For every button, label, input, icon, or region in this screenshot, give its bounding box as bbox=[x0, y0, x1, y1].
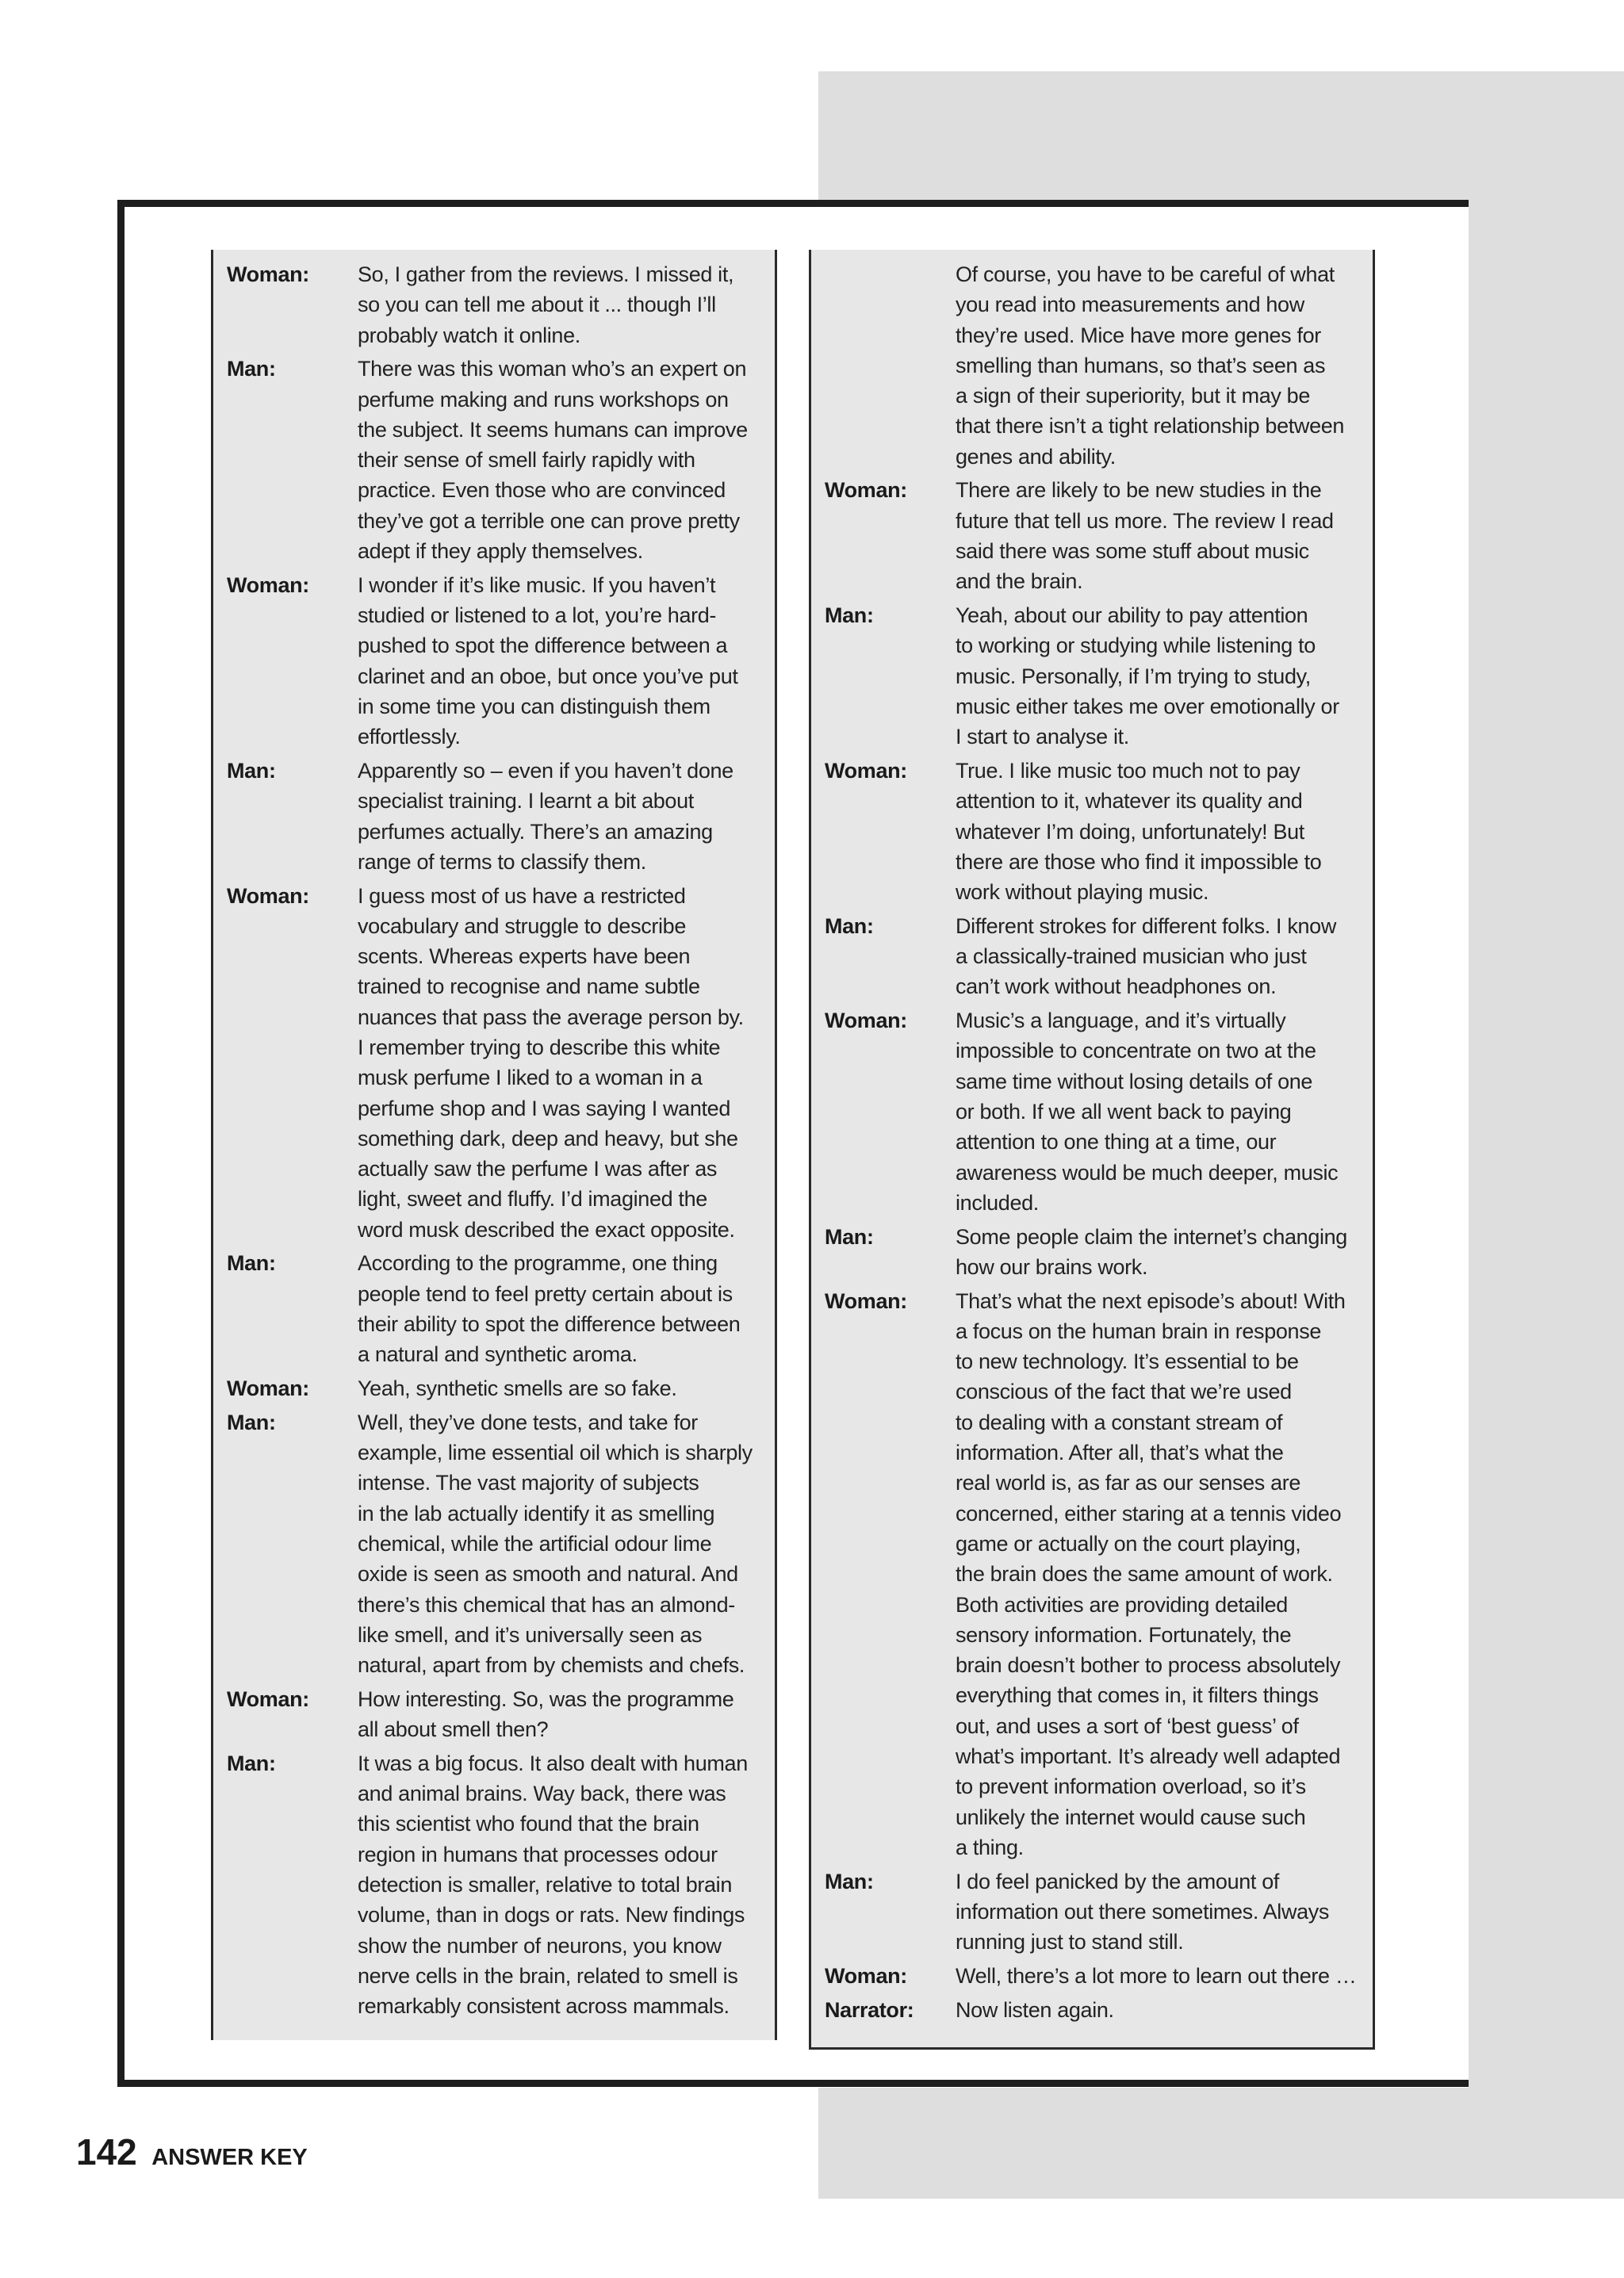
dialogue-text: to dealing with a constant stream of bbox=[956, 1410, 1283, 1434]
transcript-line bbox=[825, 1407, 1363, 1438]
transcript-line bbox=[825, 1832, 1363, 1863]
speaker-label: Woman: bbox=[227, 262, 309, 286]
speaker-label: Man: bbox=[825, 913, 874, 938]
transcript-line bbox=[227, 320, 765, 350]
transcript-line bbox=[825, 1066, 1363, 1097]
speaker-label: Woman: bbox=[227, 1376, 309, 1401]
dialogue-text: out, and uses a sort of ‘best guess’ of bbox=[956, 1713, 1299, 1738]
transcript-line bbox=[825, 1897, 1363, 1927]
transcript-line bbox=[227, 1184, 765, 1214]
dialogue-text: True. I like music too much not to pay bbox=[956, 758, 1300, 783]
speaker-label: Woman: bbox=[825, 478, 907, 503]
dialogue-text: attention to one thing at a time, our bbox=[956, 1130, 1277, 1154]
transcript-line bbox=[825, 691, 1363, 722]
dialogue-text: can’t work without headphones on. bbox=[956, 974, 1277, 999]
dialogue-text: sensory information. Fortunately, the bbox=[956, 1622, 1292, 1647]
transcript-line bbox=[825, 566, 1363, 596]
dialogue-text: region in humans that processes odour bbox=[358, 1842, 718, 1866]
transcript-line bbox=[227, 1154, 765, 1184]
dialogue-text: volume, than in dogs or rats. New findings bbox=[358, 1903, 745, 1928]
dialogue-text: to working or studying while listening to bbox=[956, 634, 1316, 658]
transcript-line bbox=[227, 661, 765, 691]
transcript-line bbox=[227, 1714, 765, 1744]
dialogue-text: adept if they apply themselves. bbox=[358, 539, 643, 564]
transcript-line bbox=[825, 1316, 1363, 1346]
dialogue-text: musk perfume I liked to a woman in a bbox=[358, 1066, 703, 1090]
dialogue-text: a sign of their superiority, but it may be bbox=[956, 384, 1311, 408]
transcript-line bbox=[825, 442, 1363, 472]
dialogue-text: this scientist who found that the brain bbox=[358, 1812, 699, 1836]
transcript-line bbox=[227, 630, 765, 660]
dialogue-text: Different strokes for different folks. I know bbox=[956, 913, 1336, 938]
speaker-label: Woman: bbox=[227, 1686, 309, 1711]
transcript-line bbox=[227, 756, 765, 786]
transcript-line bbox=[825, 1127, 1363, 1157]
dialogue-text: There was this woman who’s an expert on bbox=[358, 357, 747, 381]
transcript-line bbox=[825, 756, 1363, 786]
transcript-line bbox=[825, 1252, 1363, 1282]
dialogue-text: they’ve got a terrible one can prove pretty bbox=[358, 508, 740, 533]
dialogue-text: Music’s a language, and it’s virtually bbox=[956, 1009, 1286, 1033]
dialogue-text: perfumes actually. There’s an amazing bbox=[358, 819, 713, 844]
transcript-lines-right bbox=[825, 259, 1363, 2025]
dialogue-text: detection is smaller, relative to total brain bbox=[358, 1872, 732, 1897]
section-label: ANSWER KEY bbox=[151, 2145, 308, 2170]
transcript-line bbox=[825, 1438, 1363, 1468]
transcript-column-right bbox=[809, 250, 1375, 2050]
transcript-line bbox=[825, 1961, 1363, 1991]
dialogue-text: According to the programme, one thing bbox=[358, 1251, 718, 1276]
transcript-line bbox=[825, 1741, 1363, 1771]
dialogue-text: studied or listened to a lot, you’re hard- bbox=[358, 603, 717, 628]
transcript-lines-left bbox=[227, 259, 765, 2021]
transcript-line bbox=[825, 1376, 1363, 1407]
dialogue-text: natural, apart from by chemists and chefs. bbox=[358, 1653, 745, 1678]
speaker-label: Man: bbox=[227, 357, 276, 381]
speaker-label: Woman: bbox=[227, 883, 309, 908]
dialogue-text: information out there sometimes. Always bbox=[956, 1899, 1330, 1924]
transcript-line bbox=[825, 1650, 1363, 1680]
dialogue-text: word musk described the exact opposite. bbox=[358, 1217, 735, 1242]
speaker-label: Man: bbox=[825, 603, 874, 628]
transcript-line bbox=[227, 475, 765, 505]
transcript-line bbox=[227, 570, 765, 600]
dialogue-text: show the number of neurons, you know bbox=[358, 1933, 722, 1958]
transcript-line bbox=[227, 1468, 765, 1498]
dialogue-text: trained to recognise and name subtle bbox=[358, 974, 700, 999]
dialogue-text: their sense of smell fairly rapidly with bbox=[358, 448, 695, 473]
dialogue-text: and the brain. bbox=[956, 569, 1083, 594]
dialogue-text: clarinet and an oboe, but once you’ve put bbox=[358, 664, 738, 688]
transcript-line bbox=[825, 1036, 1363, 1066]
dialogue-text: It was a big focus. It also dealt with human bbox=[358, 1751, 748, 1775]
dialogue-text: actually saw the perfume I was after as bbox=[358, 1157, 718, 1181]
dialogue-text: awareness would be much deeper, music bbox=[956, 1160, 1339, 1185]
dialogue-text: I do feel panicked by the amount of bbox=[956, 1869, 1280, 1893]
dialogue-text: light, sweet and fluffy. I’d imagined the bbox=[358, 1187, 707, 1212]
dialogue-text: what’s important. It’s already well adapted bbox=[956, 1744, 1341, 1768]
transcript-line bbox=[825, 1529, 1363, 1559]
transcript-line bbox=[825, 971, 1363, 1001]
transcript-line bbox=[227, 1339, 765, 1369]
transcript-line bbox=[227, 1961, 765, 1991]
transcript-line bbox=[227, 1748, 765, 1778]
dialogue-text: Well, they’ve done tests, and take for bbox=[358, 1410, 698, 1434]
dialogue-text: a thing. bbox=[956, 1835, 1024, 1859]
speaker-label: Narrator: bbox=[825, 1997, 914, 2022]
dialogue-text: the subject. It seems humans can improve bbox=[358, 417, 748, 442]
dialogue-text: perfume making and runs workshops on bbox=[358, 387, 729, 412]
transcript-line bbox=[227, 1093, 765, 1124]
dialogue-text: to new technology. It’s essential to be bbox=[956, 1350, 1299, 1374]
dialogue-text: brain doesn’t bother to process absolutely bbox=[956, 1653, 1341, 1678]
transcript-line bbox=[227, 971, 765, 1001]
transcript-line bbox=[825, 475, 1363, 505]
dialogue-text: and animal brains. Way back, there was bbox=[358, 1782, 726, 1806]
transcript-line bbox=[227, 817, 765, 847]
transcript-line bbox=[825, 1559, 1363, 1589]
transcript-line bbox=[227, 506, 765, 536]
transcript-line bbox=[227, 1309, 765, 1339]
dialogue-text: their ability to spot the difference between bbox=[358, 1312, 741, 1337]
dialogue-text: something dark, deep and heavy, but she bbox=[358, 1126, 738, 1150]
transcript-line bbox=[227, 1590, 765, 1620]
dialogue-text: smelling than humans, so that’s seen as bbox=[956, 353, 1326, 377]
transcript-line bbox=[825, 320, 1363, 350]
dialogue-text: a natural and synthetic aroma. bbox=[358, 1342, 638, 1367]
transcript-line bbox=[825, 1590, 1363, 1620]
dialogue-text: whatever I’m doing, unfortunately! But bbox=[956, 819, 1304, 844]
transcript-line bbox=[227, 1032, 765, 1062]
transcript-line bbox=[825, 259, 1363, 289]
transcript-line bbox=[825, 1995, 1363, 2025]
transcript-line bbox=[227, 1499, 765, 1529]
dialogue-text: in some time you can distinguish them bbox=[358, 694, 710, 718]
transcript-line bbox=[227, 354, 765, 384]
dialogue-text: specialist training. I learnt a bit about bbox=[358, 789, 694, 814]
transcript-line bbox=[227, 1062, 765, 1093]
dialogue-text: running just to stand still. bbox=[956, 1930, 1184, 1954]
transcript-line bbox=[227, 1650, 765, 1680]
dialogue-text: practice. Even those who are convinced bbox=[358, 478, 726, 503]
page-footer bbox=[76, 2131, 308, 2178]
transcript-line bbox=[825, 1286, 1363, 1316]
dialogue-text: Both activities are providing detailed bbox=[956, 1592, 1288, 1617]
dialogue-text: So, I gather from the reviews. I missed it, bbox=[358, 262, 734, 286]
transcript-line bbox=[227, 1991, 765, 2021]
dialogue-text: Yeah, synthetic smells are so fake. bbox=[358, 1376, 677, 1401]
dialogue-text: to prevent information overload, so it’s bbox=[956, 1775, 1306, 1799]
transcript-line bbox=[825, 1346, 1363, 1376]
dialogue-text: music either takes me over emotionally or bbox=[956, 694, 1339, 718]
transcript-line bbox=[825, 847, 1363, 877]
background-panel-right bbox=[1469, 198, 1624, 2089]
transcript-line bbox=[825, 1866, 1363, 1897]
transcript-line bbox=[825, 1188, 1363, 1218]
transcript-line bbox=[227, 259, 765, 289]
dialogue-text: or both. If we all went back to paying bbox=[956, 1099, 1292, 1124]
transcript-line bbox=[825, 1927, 1363, 1957]
dialogue-text: Apparently so – even if you haven’t done bbox=[358, 758, 733, 783]
dialogue-text: nerve cells in the brain, related to smell is bbox=[358, 1963, 738, 1988]
transcript-line bbox=[227, 786, 765, 816]
transcript-line bbox=[227, 1809, 765, 1839]
dialogue-text: everything that comes in, it filters things bbox=[956, 1683, 1319, 1708]
speaker-label: Man: bbox=[227, 758, 276, 783]
transcript-line bbox=[825, 411, 1363, 441]
transcript-line bbox=[825, 911, 1363, 941]
dialogue-text: work without playing music. bbox=[956, 880, 1209, 905]
transcript-line bbox=[825, 600, 1363, 630]
dialogue-text: they’re used. Mice have more genes for bbox=[956, 323, 1321, 347]
dialogue-text: in the lab actually identify it as smelling bbox=[358, 1501, 715, 1526]
dialogue-text: I wonder if it’s like music. If you haven’t bbox=[358, 572, 716, 597]
dialogue-text: information. After all, that’s what the bbox=[956, 1441, 1284, 1465]
transcript-line bbox=[825, 630, 1363, 660]
dialogue-text: so you can tell me about it ... though I’ll bbox=[358, 293, 716, 317]
dialogue-text: people tend to feel pretty certain about is bbox=[358, 1281, 733, 1306]
dialogue-text: Yeah, about our ability to pay attention bbox=[956, 603, 1308, 628]
transcript-line bbox=[227, 289, 765, 320]
dialogue-text: there are those who find it impossible to bbox=[956, 849, 1322, 874]
transcript-line bbox=[825, 381, 1363, 411]
transcript-line bbox=[227, 1620, 765, 1650]
transcript-line bbox=[227, 1438, 765, 1468]
transcript-line bbox=[227, 722, 765, 752]
transcript-line bbox=[227, 1870, 765, 1900]
dialogue-text: said there was some stuff about music bbox=[956, 539, 1309, 564]
dialogue-text: included. bbox=[956, 1190, 1039, 1215]
dialogue-text: you read into measurements and how bbox=[956, 293, 1304, 317]
transcript-column-left bbox=[211, 250, 777, 2040]
transcript-line bbox=[227, 1373, 765, 1403]
transcript-line bbox=[227, 691, 765, 722]
transcript-line bbox=[825, 786, 1363, 816]
dialogue-text: all about smell then? bbox=[358, 1717, 549, 1742]
transcript-line bbox=[227, 1900, 765, 1930]
background-panel-top bbox=[818, 71, 1624, 202]
dialogue-text: Well, there’s a lot more to learn out there … bbox=[956, 1963, 1357, 1988]
speaker-label: Man: bbox=[227, 1751, 276, 1775]
dialogue-text: There are likely to be new studies in the bbox=[956, 478, 1322, 503]
transcript-line bbox=[227, 1778, 765, 1809]
transcript-line bbox=[825, 289, 1363, 320]
transcript-line bbox=[227, 1559, 765, 1589]
transcript-line bbox=[825, 1158, 1363, 1188]
dialogue-text: attention to it, whatever its quality and bbox=[956, 789, 1303, 814]
dialogue-text: I guess most of us have a restricted bbox=[358, 883, 686, 908]
dialogue-text: how our brains work. bbox=[956, 1254, 1148, 1279]
background-panel-bottom bbox=[818, 2088, 1624, 2199]
dialogue-text: that there isn’t a tight relationship between bbox=[956, 414, 1345, 438]
transcript-line bbox=[227, 847, 765, 877]
dialogue-text: Of course, you have to be careful of what bbox=[956, 262, 1335, 286]
speaker-label: Woman: bbox=[825, 1009, 907, 1033]
dialogue-text: there’s this chemical that has an almond- bbox=[358, 1592, 735, 1617]
transcript-line bbox=[825, 941, 1363, 971]
dialogue-text: concerned, either staring at a tennis video bbox=[956, 1501, 1342, 1526]
speaker-label: Woman: bbox=[825, 1288, 907, 1313]
transcript-line bbox=[227, 1248, 765, 1278]
speaker-label: Woman: bbox=[825, 1963, 907, 1988]
transcript-line bbox=[227, 1684, 765, 1714]
dialogue-text: genes and ability. bbox=[956, 444, 1116, 469]
transcript-line bbox=[825, 1680, 1363, 1710]
dialogue-text: vocabulary and struggle to describe bbox=[358, 913, 687, 938]
dialogue-text: oxide is seen as smooth and natural. And bbox=[358, 1562, 738, 1587]
dialogue-text: I start to analyse it. bbox=[956, 725, 1129, 749]
dialogue-text: a focus on the human brain in response bbox=[956, 1319, 1322, 1343]
transcript-line bbox=[825, 722, 1363, 752]
transcript-line bbox=[825, 1620, 1363, 1650]
dialogue-text: impossible to concentrate on two at the bbox=[956, 1039, 1316, 1063]
transcript-line bbox=[227, 1529, 765, 1559]
dialogue-text: chemical, while the artificial odour lime bbox=[358, 1531, 712, 1556]
dialogue-text: That’s what the next episode’s about! With bbox=[956, 1288, 1346, 1313]
transcript-line bbox=[825, 1802, 1363, 1832]
dialogue-text: Now listen again. bbox=[956, 1997, 1114, 2022]
transcript-line bbox=[825, 661, 1363, 691]
dialogue-text: effortlessly. bbox=[358, 725, 461, 749]
transcript-line bbox=[825, 536, 1363, 566]
transcript-line bbox=[227, 1407, 765, 1438]
transcript-line bbox=[825, 817, 1363, 847]
transcript-line bbox=[227, 1840, 765, 1870]
transcript-line bbox=[825, 1222, 1363, 1252]
transcript-line bbox=[227, 385, 765, 415]
transcript-line bbox=[825, 1711, 1363, 1741]
dialogue-text: the brain does the same amount of work. bbox=[956, 1562, 1333, 1587]
dialogue-text: real world is, as far as our senses are bbox=[956, 1471, 1301, 1495]
dialogue-text: remarkably consistent across mammals. bbox=[358, 1994, 730, 2019]
transcript-line bbox=[227, 1215, 765, 1245]
dialogue-text: unlikely the internet would cause such bbox=[956, 1805, 1306, 1829]
transcript-line bbox=[227, 941, 765, 971]
dialogue-text: same time without losing details of one bbox=[956, 1069, 1313, 1093]
speaker-label: Woman: bbox=[825, 758, 907, 783]
dialogue-text: How interesting. So, was the programme bbox=[358, 1686, 734, 1711]
speaker-label: Man: bbox=[825, 1869, 874, 1893]
dialogue-text: I remember trying to describe this white bbox=[358, 1035, 721, 1059]
dialogue-text: game or actually on the court playing, bbox=[956, 1531, 1301, 1556]
speaker-label: Man: bbox=[227, 1410, 276, 1434]
transcript-line bbox=[227, 600, 765, 630]
speaker-label: Woman: bbox=[227, 572, 309, 597]
transcript-line bbox=[825, 1005, 1363, 1036]
transcript-line bbox=[227, 1279, 765, 1309]
transcript-line bbox=[227, 1124, 765, 1154]
page-number: 142 bbox=[76, 2131, 137, 2173]
dialogue-text: like smell, and it’s universally seen as bbox=[358, 1622, 703, 1647]
dialogue-text: Some people claim the internet’s changing bbox=[956, 1224, 1347, 1249]
transcript-line bbox=[825, 1097, 1363, 1127]
transcript-line bbox=[825, 1468, 1363, 1498]
dialogue-text: music. Personally, if I’m trying to study, bbox=[956, 664, 1311, 688]
dialogue-text: future that tell us more. The review I read bbox=[956, 508, 1334, 533]
transcript-line bbox=[227, 1002, 765, 1032]
transcript-line bbox=[227, 1931, 765, 1961]
transcript-line bbox=[825, 350, 1363, 381]
dialogue-text: perfume shop and I was saying I wanted bbox=[358, 1096, 730, 1120]
transcript-line bbox=[227, 881, 765, 911]
transcript-line bbox=[825, 1499, 1363, 1529]
dialogue-text: example, lime essential oil which is sharply bbox=[358, 1441, 753, 1465]
dialogue-text: a classically-trained musician who just bbox=[956, 944, 1307, 969]
speaker-label: Man: bbox=[227, 1251, 276, 1276]
transcript-line bbox=[825, 877, 1363, 907]
transcript-line bbox=[227, 445, 765, 475]
dialogue-text: scents. Whereas experts have been bbox=[358, 944, 691, 969]
speaker-label: Man: bbox=[825, 1224, 874, 1249]
dialogue-text: conscious of the fact that we’re used bbox=[956, 1380, 1292, 1404]
transcript-line bbox=[825, 506, 1363, 536]
transcript-line bbox=[227, 536, 765, 566]
transcript-line bbox=[227, 911, 765, 941]
dialogue-text: nuances that pass the average person by. bbox=[358, 1005, 744, 1029]
dialogue-text: intense. The vast majority of subjects bbox=[358, 1471, 699, 1495]
transcript-line bbox=[825, 1771, 1363, 1801]
dialogue-text: probably watch it online. bbox=[358, 323, 580, 347]
dialogue-text: range of terms to classify them. bbox=[358, 849, 646, 874]
dialogue-text: pushed to spot the difference between a bbox=[358, 634, 728, 658]
transcript-line bbox=[227, 415, 765, 445]
